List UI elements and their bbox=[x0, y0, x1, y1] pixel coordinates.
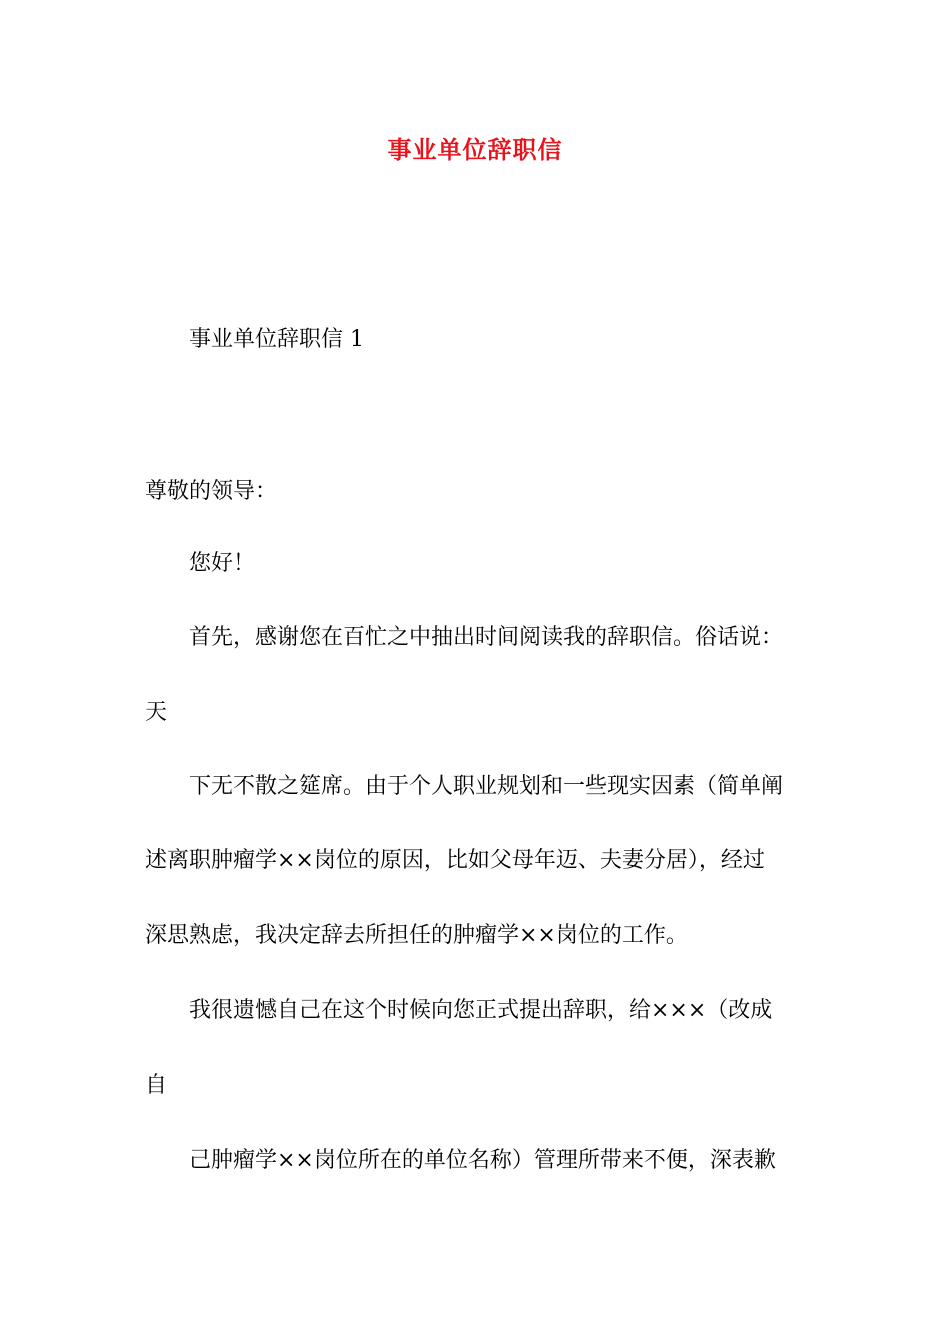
body-line-8: 己肿瘤学××岗位所在的单位名称）管理所带来不便，深表歉 bbox=[189, 1148, 776, 1173]
section-heading: 事业单位辞职信 1 bbox=[189, 327, 364, 352]
document-title: 事业单位辞职信 bbox=[387, 135, 563, 164]
body-line-2: 天 bbox=[145, 700, 168, 725]
greeting: 您好！ bbox=[189, 551, 256, 576]
body-line-5: 深思熟虑，我决定辞去所担任的肿瘤学××岗位的工作。 bbox=[145, 923, 688, 948]
body-line-7: 自 bbox=[145, 1073, 168, 1098]
body-line-6: 我很遗憾自己在这个时候向您正式提出辞职，给×××（改成 bbox=[189, 998, 773, 1023]
body-line-4: 述离职肿瘤学××岗位的原因，比如父母年迈、夫妻分居），经过 bbox=[145, 848, 765, 873]
body-line-1: 首先，感谢您在百忙之中抽出时间阅读我的辞职信。俗话说： bbox=[189, 625, 784, 650]
salutation: 尊敬的领导： bbox=[145, 479, 278, 504]
body-line-3: 下无不散之筵席。由于个人职业规划和一些现实因素（简单阐 bbox=[189, 774, 784, 799]
